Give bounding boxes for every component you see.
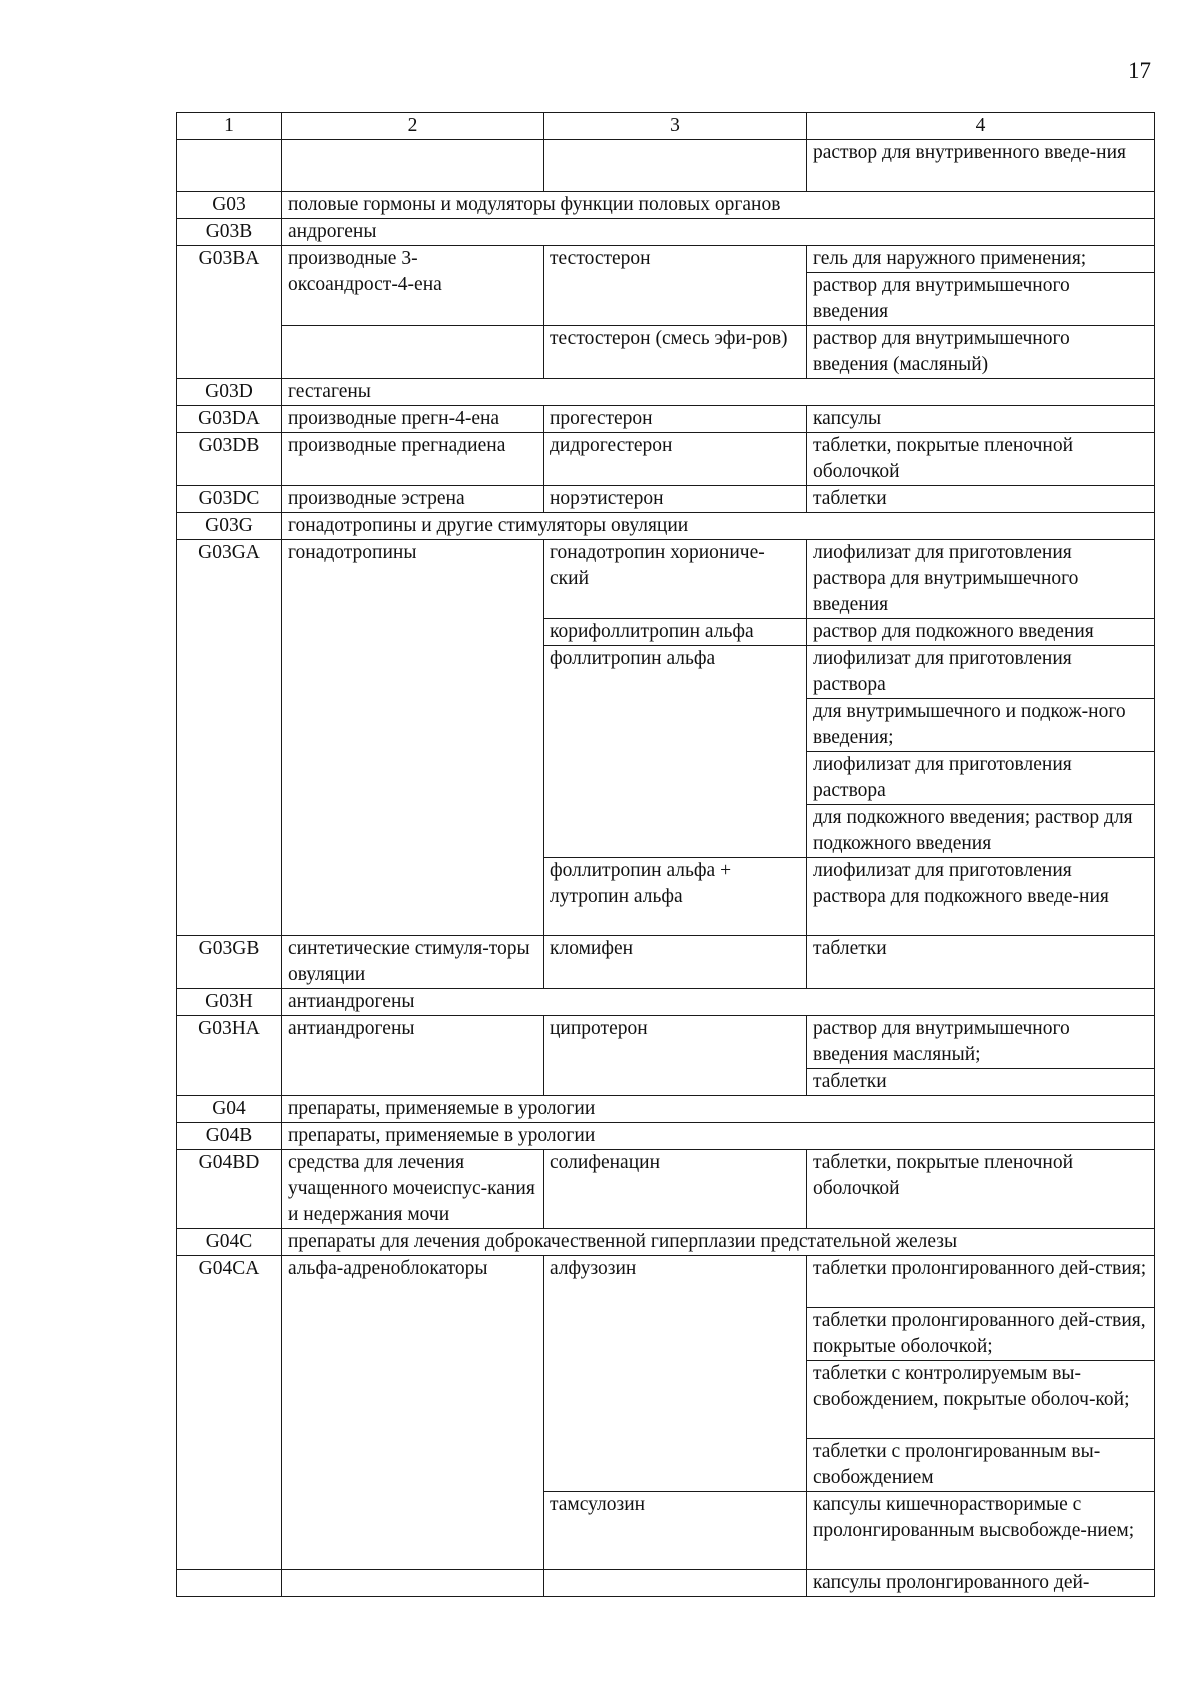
drug-cell	[544, 1570, 807, 1597]
atc-code-cell: G04C	[177, 1229, 282, 1256]
atc-code-cell: G03DB	[177, 433, 282, 486]
header-col-3: 3	[544, 113, 807, 140]
dosage-form-cell: капсулы кишечнорастворимые с пролонгированным высвобожде-нием;	[807, 1492, 1155, 1570]
drug-cell: кломифен	[544, 936, 807, 989]
table-row	[177, 1096, 1155, 1123]
table-row	[177, 1570, 1155, 1597]
table-row	[177, 246, 1155, 273]
drug-cell: дидрогестерон	[544, 433, 807, 486]
table-row	[177, 219, 1155, 246]
dosage-form-cell: таблетки, покрытые пленочной оболочкой	[807, 433, 1155, 486]
group-cell: андрогены	[282, 219, 1155, 246]
dosage-form-cell: таблетки пролонгированного дей-ствия;	[807, 1256, 1155, 1308]
group-cell	[282, 140, 544, 192]
atc-code-cell: G04CA	[177, 1256, 282, 1570]
atc-code-cell: G03	[177, 192, 282, 219]
table-row	[177, 540, 1155, 619]
dosage-form-cell: таблетки с пролонгированным вы-свобождением	[807, 1439, 1155, 1492]
dosage-form-cell: таблетки	[807, 1069, 1155, 1096]
drug-cell: фоллитропин альфа + лутропин альфа	[544, 858, 807, 936]
group-cell: гонадотропины и другие стимуляторы овуляции	[282, 513, 1155, 540]
group-cell: производные эстрена	[282, 486, 544, 513]
table-row	[177, 192, 1155, 219]
group-cell: препараты для лечения доброкачественной гиперплазии предстательной железы	[282, 1229, 1155, 1256]
dosage-form-cell: таблетки	[807, 936, 1155, 989]
drug-cell: фоллитропин альфа	[544, 646, 807, 858]
table-row	[177, 326, 1155, 379]
atc-code-cell: G03DA	[177, 406, 282, 433]
header-col-1: 1	[177, 113, 282, 140]
dosage-form-cell: гель для наружного применения;	[807, 246, 1155, 273]
group-cell: средства для лечения учащенного мочеиспус-кания и недержания мочи	[282, 1150, 544, 1229]
header-col-4: 4	[807, 113, 1155, 140]
dosage-form-cell: раствор для внутримышечного введения	[807, 273, 1155, 326]
dosage-form-cell: лиофилизат для приготовления раствора для подкожного введе-ния	[807, 858, 1155, 936]
table-row	[177, 513, 1155, 540]
drug-cell: алфузозин	[544, 1256, 807, 1492]
table-row	[177, 140, 1155, 192]
atc-code-cell: G03BA	[177, 246, 282, 379]
table-row	[177, 1123, 1155, 1150]
group-cell: гестагены	[282, 379, 1155, 406]
group-cell	[282, 326, 544, 379]
dosage-form-cell: таблетки с контролируемым вы-свобождением, покрытые оболоч-кой;	[807, 1361, 1155, 1439]
dosage-form-cell: для подкожного введения; раствор для подкожного введения	[807, 805, 1155, 858]
group-cell: синтетические стимуля-торы овуляции	[282, 936, 544, 989]
atc-code-cell: G03H	[177, 989, 282, 1016]
atc-code-cell: G04B	[177, 1123, 282, 1150]
table-row	[177, 1150, 1155, 1229]
drug-cell: тестостерон (смесь эфи-ров)	[544, 326, 807, 379]
dosage-form-cell: раствор для внутримышечного введения масляный;	[807, 1016, 1155, 1069]
dosage-form-cell: раствор для подкожного введения	[807, 619, 1155, 646]
header-col-2: 2	[282, 113, 544, 140]
group-cell: производные прегн-4-ена	[282, 406, 544, 433]
table-row	[177, 936, 1155, 989]
group-cell	[282, 1570, 544, 1597]
dosage-form-cell: лиофилизат для приготовления раствора для внутримышечного введения	[807, 540, 1155, 619]
atc-code-cell: G03GA	[177, 540, 282, 936]
table-row	[177, 1229, 1155, 1256]
drug-cell: тестостерон	[544, 246, 807, 326]
group-cell: антиандрогены	[282, 989, 1155, 1016]
dosage-form-cell: раствор для внутримышечного введения (масляный)	[807, 326, 1155, 379]
group-cell: антиандрогены	[282, 1016, 544, 1096]
group-cell: препараты, применяемые в урологии	[282, 1096, 1155, 1123]
dosage-form-cell: таблетки пролонгированного дей-ствия, покрытые оболочкой;	[807, 1308, 1155, 1361]
group-cell: альфа-адреноблокаторы	[282, 1256, 544, 1570]
atc-code-cell	[177, 1570, 282, 1597]
drug-cell: ципротерон	[544, 1016, 807, 1096]
dosage-form-cell: раствор для внутривенного введе-ния	[807, 140, 1155, 192]
atc-code-cell: G03G	[177, 513, 282, 540]
atc-code-cell: G03HA	[177, 1016, 282, 1096]
atc-code-cell: G03D	[177, 379, 282, 406]
group-cell: производные 3-оксоандрост-4-ена	[282, 246, 544, 326]
drug-cell: тамсулозин	[544, 1492, 807, 1570]
table-header-row	[177, 113, 1155, 140]
atc-code-cell: G04BD	[177, 1150, 282, 1229]
atc-code-cell: G03B	[177, 219, 282, 246]
drug-cell: корифоллитропин альфа	[544, 619, 807, 646]
drug-cell	[544, 140, 807, 192]
dosage-form-cell: таблетки, покрытые пленочной оболочкой	[807, 1150, 1155, 1229]
atc-code-cell	[177, 140, 282, 192]
drug-cell: солифенацин	[544, 1150, 807, 1229]
group-cell: половые гормоны и модуляторы функции половых органов	[282, 192, 1155, 219]
atc-code-cell: G03DC	[177, 486, 282, 513]
drug-cell: гонадотропин хориониче-ский	[544, 540, 807, 619]
group-cell: препараты, применяемые в урологии	[282, 1123, 1155, 1150]
atc-code-cell: G03GB	[177, 936, 282, 989]
atc-drug-table	[176, 112, 1155, 1597]
dosage-form-cell: для внутримышечного и подкож-ного введения;	[807, 699, 1155, 752]
table-row	[177, 989, 1155, 1016]
table-row	[177, 433, 1155, 486]
dosage-form-cell: лиофилизат для приготовления раствора	[807, 752, 1155, 805]
drug-cell: норэтистерон	[544, 486, 807, 513]
table-row	[177, 486, 1155, 513]
drug-cell: прогестерон	[544, 406, 807, 433]
group-cell: производные прегнадиена	[282, 433, 544, 486]
group-cell: гонадотропины	[282, 540, 544, 936]
table-row	[177, 406, 1155, 433]
dosage-form-cell: таблетки	[807, 486, 1155, 513]
table-row	[177, 1256, 1155, 1308]
table-row	[177, 379, 1155, 406]
dosage-form-cell: лиофилизат для приготовления раствора	[807, 646, 1155, 699]
dosage-form-cell: капсулы	[807, 406, 1155, 433]
dosage-form-cell: капсулы пролонгированного дей-	[807, 1570, 1155, 1597]
atc-code-cell: G04	[177, 1096, 282, 1123]
page-number: 17	[1128, 58, 1151, 83]
table-row	[177, 1016, 1155, 1069]
